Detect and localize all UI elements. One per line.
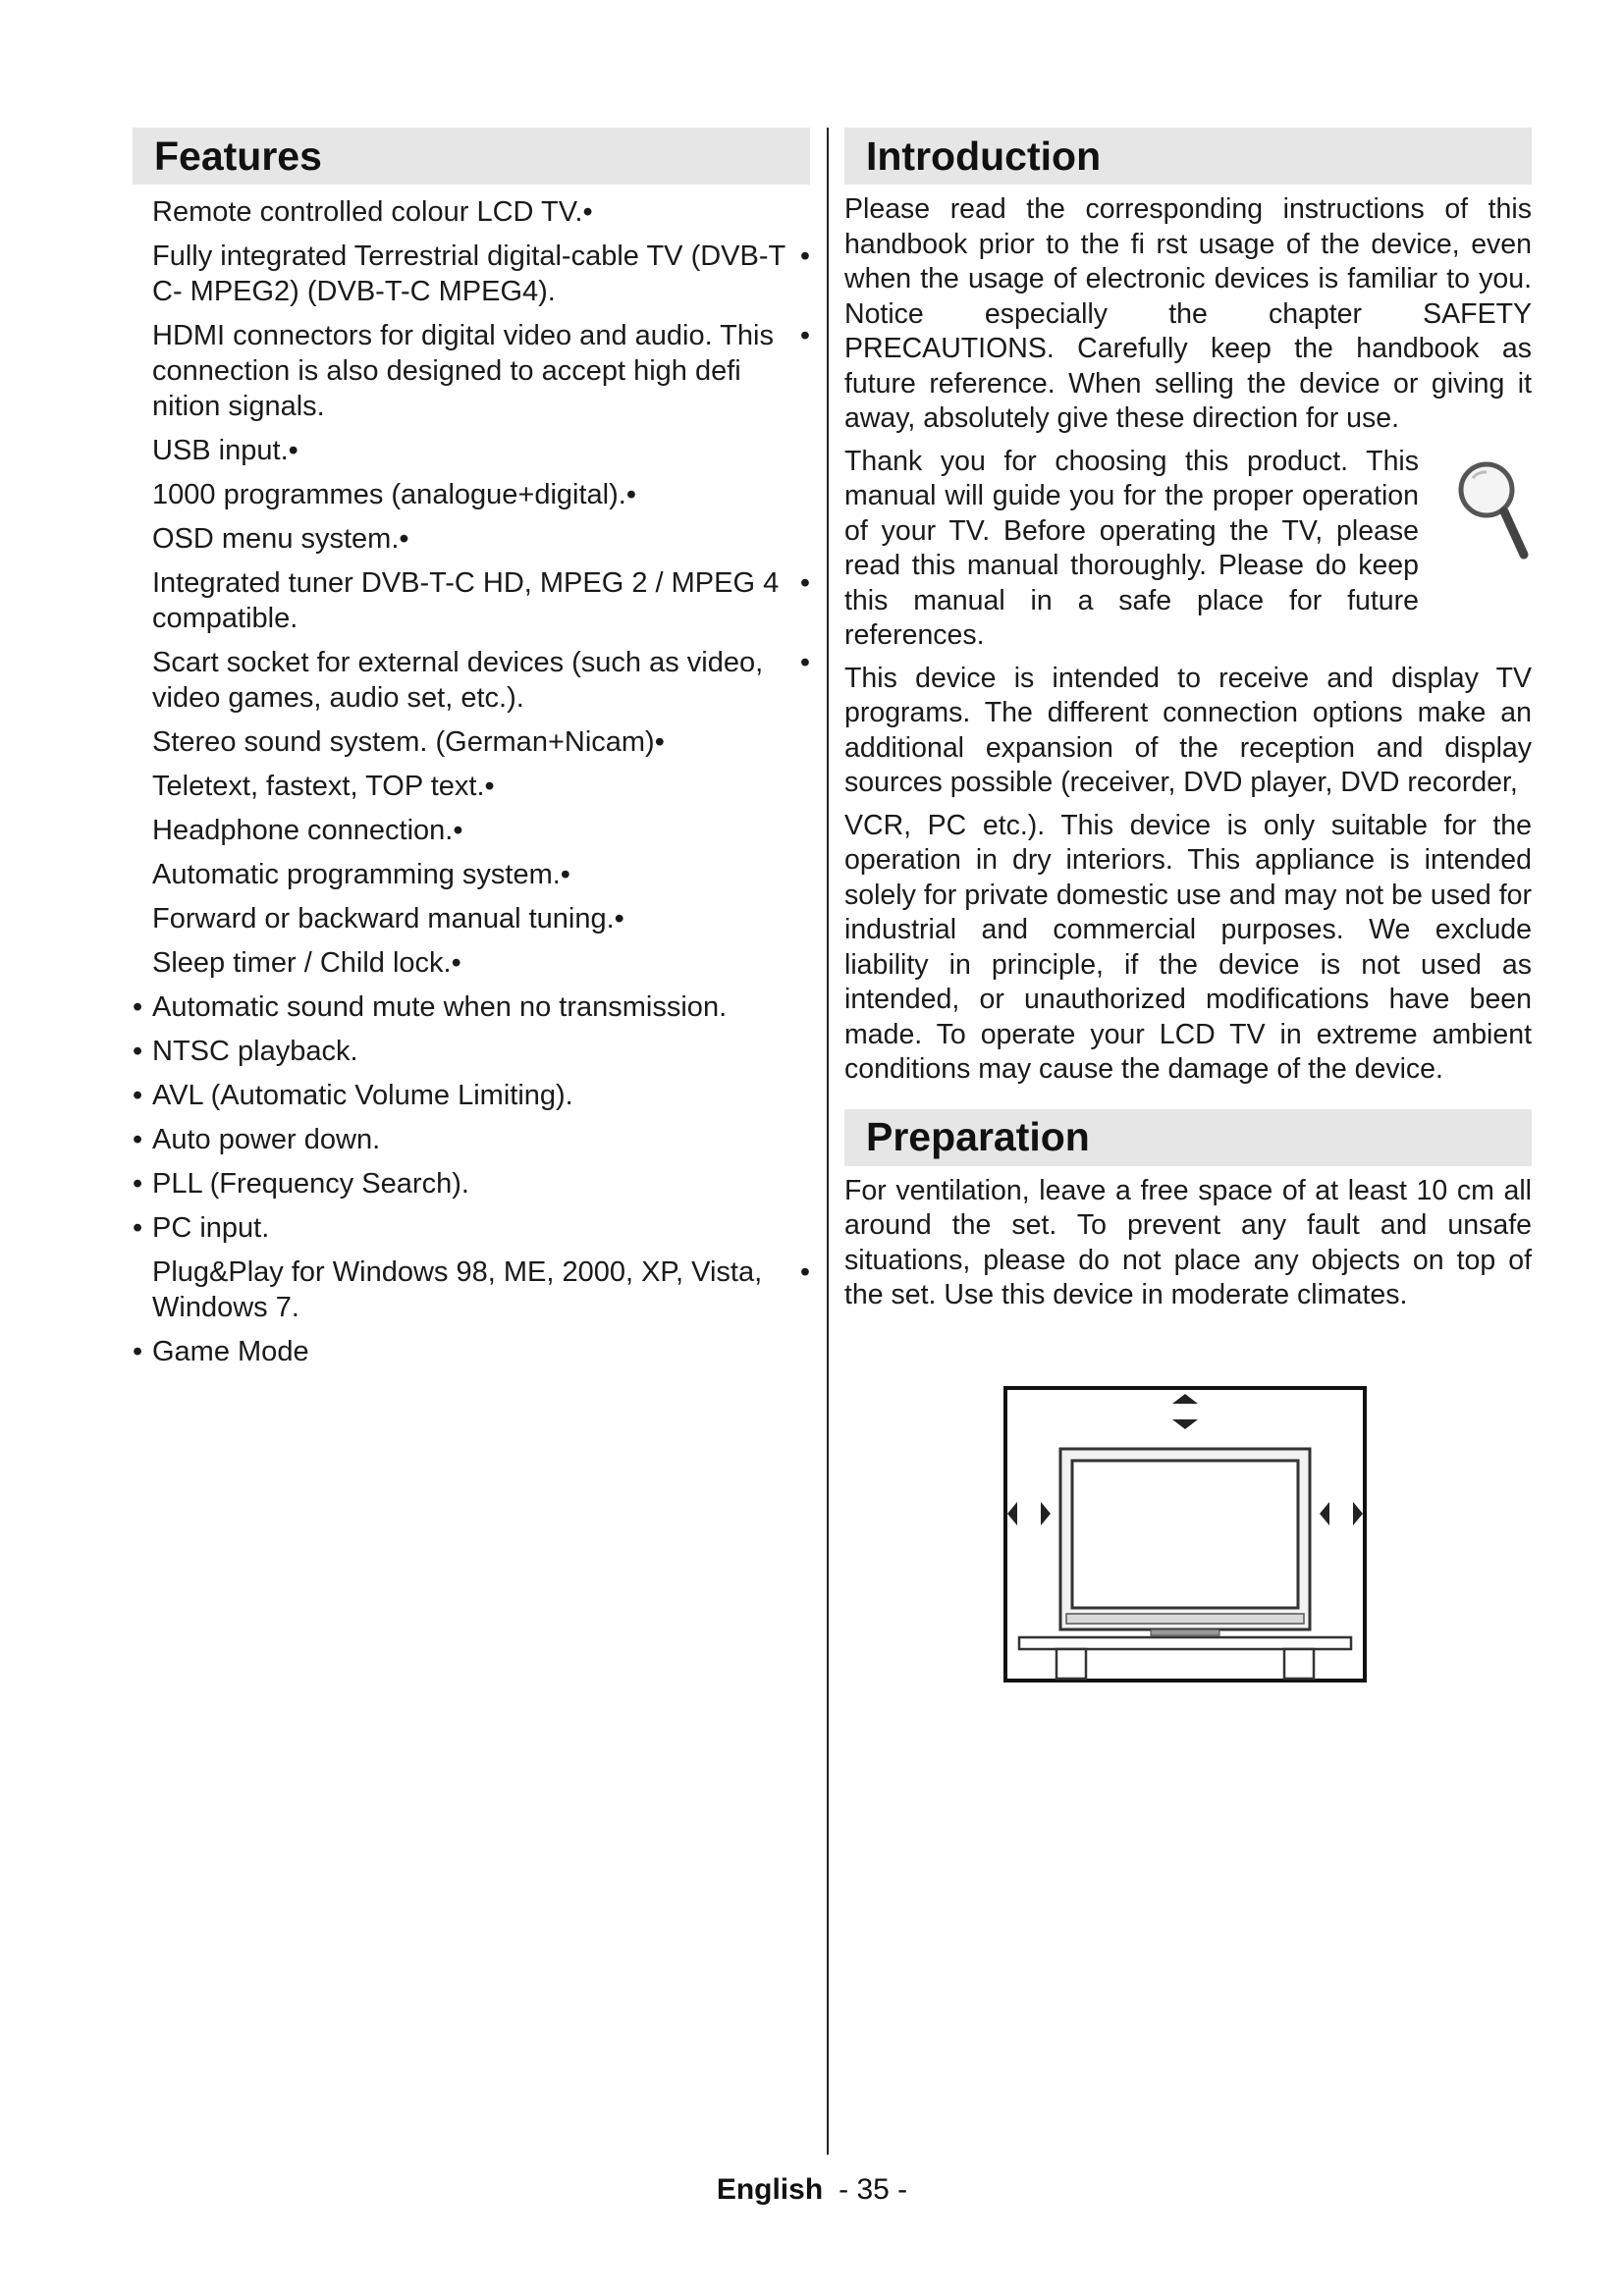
table-leg-left — [1056, 1649, 1086, 1679]
tv-screen — [1072, 1461, 1298, 1608]
introduction-paragraph-3: This device is intended to receive and display TV programs. The different connection options make an additional expansion of the reception and display sources possible (receiver, DVD player, DVD recorder, — [844, 662, 1532, 798]
preparation-paragraph: For ventilation, leave a free space of at least 10 cm all around the set. To prevent any fault and unsafe situations, please do not place any objects on top of the set. Use this device in moderate climates. — [844, 1174, 1532, 1310]
feature-item: • Game Mode — [133, 1334, 810, 1369]
introduction-heading: Introduction — [844, 128, 1532, 185]
introduction-paragraph-1: Please read the corresponding instructions of this handbook prior to the fi rst usage of the device, even when the usage of electronic devices is familiar to you. Notice especially the chapter SAFETY PRECAUTIONS. Carefully keep the handbook as future reference. When selling the device or giving it away, absolutely give these direction for use. — [844, 193, 1532, 434]
tv-ventilation-diagram — [1003, 1386, 1367, 1682]
feature-item: Automatic programming system.• — [152, 859, 570, 890]
introduction-paragraph-2: Thank you for choosing this product. This manual will guide you for the proper operation of your TV. Before operating the TV, please read this manual thoroughly. Please do keep this manual in a safe place for future references. — [844, 445, 1419, 651]
feature-item: Forward or backward manual tuning.• — [152, 903, 624, 934]
magnifier-icon — [1453, 456, 1532, 564]
feature-item: • PC input. — [133, 1210, 810, 1246]
tv-speaker-bar — [1066, 1614, 1304, 1624]
thanks-block — [844, 445, 1532, 654]
feature-item: • AVL (Automatic Volume Limiting). — [133, 1078, 810, 1113]
feature-item: 1000 programmes (analogue+digital).• — [152, 479, 636, 510]
tv-stand — [1151, 1629, 1219, 1635]
feature-item: Teletext, fastext, TOP text.• — [152, 771, 495, 802]
feature-item: Plug&Play for Windows 98, ME, 2000, XP, Vista, Windows 7. • — [133, 1255, 810, 1325]
feature-item: Scart socket for external devices (such as video, video games, audio set, etc.). • — [133, 645, 810, 716]
introduction-column — [844, 128, 1532, 1313]
column-divider — [827, 128, 829, 2155]
feature-item: Fully integrated Terrestrial digital-cable TV (DVB-T C- MPEG2) (DVB-T-C MPEG4). • — [133, 239, 810, 309]
feature-item: • NTSC playback. — [133, 1034, 810, 1069]
table-top — [1019, 1637, 1351, 1649]
features-list — [133, 194, 810, 1369]
feature-item: Sleep timer / Child lock.• — [152, 947, 461, 979]
page-footer — [0, 2173, 1624, 2207]
feature-item: OSD menu system.• — [152, 523, 409, 555]
features-column — [133, 128, 810, 1378]
feature-item: • Auto power down. — [133, 1122, 810, 1157]
feature-item: USB input.• — [152, 435, 298, 466]
footer-language: English — [716, 2173, 824, 2206]
feature-item: Remote controlled colour LCD TV.• — [152, 196, 593, 228]
table-leg-right — [1284, 1649, 1314, 1679]
preparation-heading: Preparation — [844, 1109, 1532, 1166]
feature-item: • PLL (Frequency Search). — [133, 1166, 810, 1201]
feature-item: Integrated tuner DVB-T-C HD, MPEG 2 / MPEG 4 compatible. • — [133, 565, 810, 636]
feature-item: HDMI connectors for digital video and audio. This connection is also designed to accept high defi nition signals. • — [133, 318, 810, 424]
feature-item: Stereo sound system. (German+Nicam)• — [152, 726, 665, 758]
features-heading: Features — [133, 128, 810, 185]
feature-item: • Automatic sound mute when no transmission. — [133, 989, 810, 1025]
feature-item: Headphone connection.• — [152, 815, 463, 846]
page-number: - 35 - — [839, 2173, 908, 2206]
introduction-paragraph-4: VCR, PC etc.). This device is only suitable for the operation in dry interiors. This appliance is intended solely for private domestic use and may not be used for industrial and commercial purposes. We exclude liability in principle, if the device is not used as intended, or unauthorized modifications have been made. To operate your LCD TV in extreme ambient conditions may cause the damage of the device. — [844, 809, 1532, 1085]
